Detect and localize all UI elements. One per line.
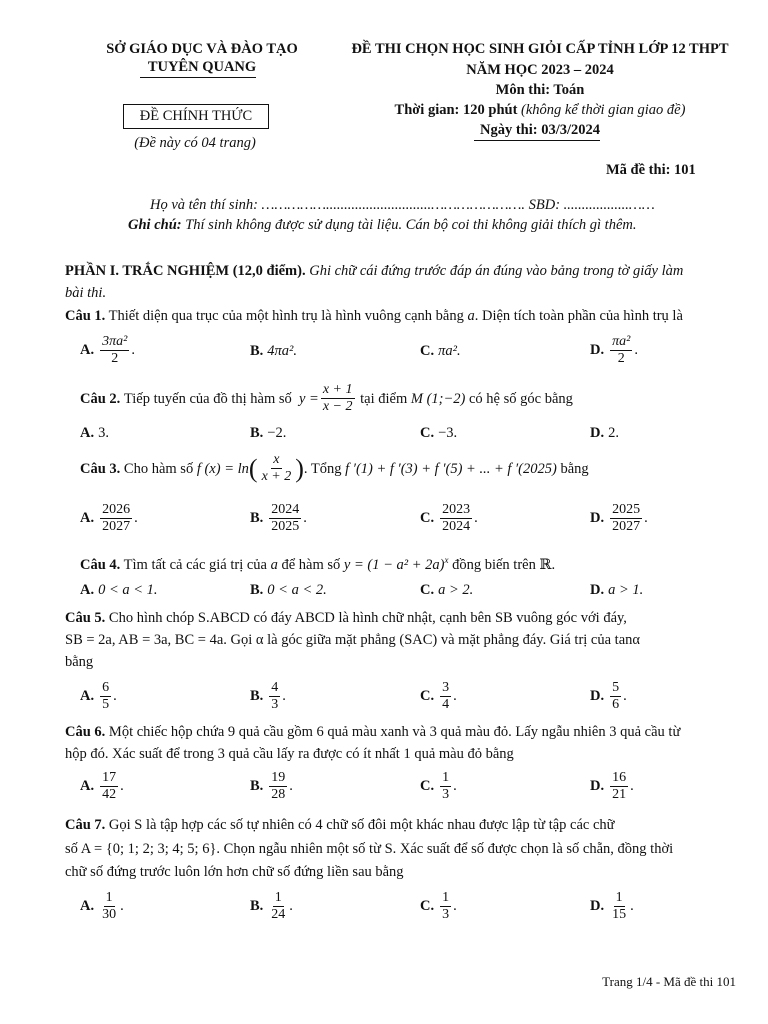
fraction (610, 502, 642, 535)
q4-label: Câu 4. (80, 556, 121, 573)
option-label: C. (420, 582, 435, 598)
fraction (100, 502, 132, 535)
q2-text-mid: tại điểm (360, 390, 408, 407)
q4-fn: y = (1 − a² + 2a) (343, 556, 445, 573)
q6-option-a: A. $\frac{17}{42}$ . (80, 770, 124, 802)
subject: Môn thi: Toán (495, 82, 585, 98)
fraction (100, 770, 118, 803)
q5-option-c: C. $\frac{3}{4}$ . (420, 680, 457, 712)
option-label: C. (420, 343, 435, 359)
q6-option-c: C. $\frac{1}{3}$ . (420, 770, 457, 802)
q5-line2: SB = 2a, AB = 3a, BC = 4a. Gọi α là góc giữa mặt phẳng (SAC) và mặt phẳng đáy. Giá trị của tanα (65, 632, 640, 648)
q1-text-end: . Diện tích toàn phần của hình trụ là (474, 308, 683, 324)
question-3 (80, 452, 736, 485)
option-label: C. (420, 510, 435, 526)
q2-option-a (80, 425, 109, 442)
q3-text-end: bằng (560, 460, 589, 477)
option-label: A. (80, 425, 95, 441)
exam-date: Ngày thi: 03/3/2024 (479, 122, 601, 138)
fraction (440, 770, 451, 803)
option-label: A. (80, 778, 95, 794)
q1-option-d: D. $\frac{\text{πa²}}{2}$ . (590, 334, 638, 366)
question-6 (65, 721, 736, 743)
paren-right: ) (295, 453, 304, 483)
q5-c-den: 4 (442, 697, 450, 712)
q3-fn-num: x (273, 452, 280, 467)
q1-text: Thiết diện qua trục của một hình trụ là hình vuông cạnh bằng (108, 308, 464, 324)
q3-option-a: A. $\frac{2026}{2027}$ . (80, 502, 138, 534)
q6-c-den: 3 (442, 787, 450, 802)
q7-b-num: 1 (274, 890, 282, 905)
option-label: A. (80, 688, 95, 704)
dept-underline (140, 77, 256, 78)
q3-d-num: 2025 (612, 502, 641, 517)
candidate-name-line: Họ và tên thí sinh: …………….............................…………………. SBD: ..................…… (150, 197, 655, 213)
q6-a-num: 17 (102, 770, 117, 785)
part1-heading (65, 260, 736, 282)
fraction (269, 502, 301, 535)
q5-label: Câu 5. (65, 610, 106, 626)
q1-option-b (250, 343, 297, 360)
option-label: A. (80, 510, 95, 526)
q3-a-num: 2026 (102, 502, 131, 517)
q7-option-d: D. $\frac{1}{15}$ . (590, 890, 634, 922)
q2-text-end: có hệ số góc bằng (469, 390, 573, 407)
option-label: A. (80, 898, 95, 914)
q1-a-num: 3πa² (102, 334, 128, 349)
q7-line1: Gọi S là tập hợp các số tự nhiên có 4 chữ số đôi một khác nhau được lập từ tập các chữ (108, 817, 615, 833)
option-label: B. (250, 898, 264, 914)
q4-var: a (270, 556, 278, 573)
q3-fn-lhs: f (x) = ln (196, 460, 249, 477)
option-label: A. (80, 342, 95, 358)
option-label: B. (250, 778, 264, 794)
q4-d: a > 1. (608, 582, 644, 598)
q6-d-den: 21 (612, 787, 627, 802)
q5-b-den: 3 (271, 697, 279, 712)
q6-b-den: 28 (271, 787, 286, 802)
option-label: D. (590, 582, 605, 598)
q7-d-num: 1 (615, 890, 623, 905)
option-label: C. (420, 898, 435, 914)
option-label: B. (250, 688, 264, 704)
option-label: D. (590, 688, 605, 704)
q3-fn-den: x + 2 (261, 469, 292, 484)
q4-text-mid: để hàm số (281, 556, 341, 573)
q7-c-num: 1 (442, 890, 450, 905)
q2-d: 2. (608, 425, 619, 441)
q3-d-den: 2027 (612, 519, 641, 534)
option-label: C. (420, 688, 435, 704)
q4-exp: x (444, 555, 449, 565)
q2-fn-lhs: y = (298, 390, 319, 407)
q1-a-den: 2 (111, 351, 119, 366)
q3-b-den: 2025 (271, 519, 300, 534)
q3-option-b: B. $\frac{2024}{2025}$ . (250, 502, 307, 534)
time-note: (không kể thời gian giao đề) (521, 102, 686, 118)
candidate-note (128, 214, 748, 236)
option-label: B. (250, 343, 264, 359)
q4-c: a > 2. (438, 582, 474, 598)
q7-d-den: 15 (612, 907, 627, 922)
fraction (269, 770, 287, 803)
q5-d-num: 5 (612, 680, 620, 695)
time-line (330, 101, 750, 119)
q4-option-c (420, 582, 473, 599)
q5-option-d: D. $\frac{5}{6}$ . (590, 680, 627, 712)
fraction (269, 680, 280, 713)
q1-b: 4πa². (267, 343, 298, 359)
q2-b: −2. (267, 425, 287, 441)
q1-option-c (420, 343, 461, 360)
q4-option-a (80, 582, 158, 599)
q7-b-den: 24 (271, 907, 286, 922)
option-label: D. (590, 342, 605, 358)
fraction (610, 890, 628, 923)
fraction (100, 334, 129, 367)
q3-option-d: D. $\frac{2025}{2027}$ . (590, 502, 648, 534)
q2-option-b (250, 425, 286, 442)
fraction (440, 890, 451, 923)
q5-a-num: 6 (102, 680, 110, 695)
note-text: Thí sinh không được sử dụng tài liệu. Cán bộ coi thi không giải thích gì thêm. (185, 217, 637, 233)
q7-label: Câu 7. (65, 817, 106, 833)
q7-line3: chữ số đứng trước luôn lớn hơn chữ số đứng liền sau bằng (65, 864, 404, 880)
q2-fn-den: x − 2 (322, 399, 353, 414)
q7-option-b: B. $\frac{1}{24}$ . (250, 890, 293, 922)
q5-c-num: 3 (442, 680, 450, 695)
q7-option-c: C. $\frac{1}{3}$ . (420, 890, 457, 922)
fraction (610, 334, 632, 367)
q5-b-num: 4 (271, 680, 279, 695)
q4-b: 0 < a < 2. (267, 582, 327, 598)
q2-point: M (1;−2) (410, 390, 466, 407)
q3-b-num: 2024 (271, 502, 300, 517)
official-box: ĐỀ CHÍNH THỨC (123, 104, 269, 129)
fraction (260, 452, 294, 485)
q7-option-a: A. $\frac{1}{30}$ . (80, 890, 124, 922)
option-label: D. (590, 898, 605, 914)
fraction (321, 382, 355, 415)
dept-line2: TUYÊN QUANG (147, 59, 257, 75)
time-label: Thời gian: 120 phút (394, 102, 518, 118)
part1-instruction: Ghi chữ cái đứng trước đáp án đúng vào bảng trong tờ giấy làm (309, 263, 684, 279)
part1-instruction-2: bài thi. (65, 285, 107, 301)
q3-text-mid: . Tổng (303, 460, 342, 477)
q7-a-num: 1 (105, 890, 113, 905)
fraction (440, 680, 451, 713)
q5-option-b: B. $\frac{4}{3}$ . (250, 680, 286, 712)
q5-line1: Cho hình chóp S.ABCD có đáy ABCD là hình chữ nhật, cạnh bên SB vuông góc với đáy, (108, 610, 627, 626)
q4-text-end: đồng biến trên ℝ. (452, 556, 556, 573)
q4-option-d (590, 582, 643, 599)
fraction (269, 890, 287, 923)
option-label: D. (590, 778, 605, 794)
q3-c-den: 2024 (442, 519, 471, 534)
option-label: A. (80, 582, 95, 598)
page-footer: Trang 1/4 - Mã đề thi 101 (602, 974, 736, 989)
fraction (610, 770, 628, 803)
q6-b-num: 19 (271, 770, 286, 785)
dept-line1: SỞ GIÁO DỤC VÀ ĐÀO TẠO (106, 41, 298, 57)
q4-a: 0 < a < 1. (98, 582, 158, 598)
note-label: Ghi chú: (128, 217, 182, 233)
exam-code: Mã đề thi: 101 (606, 162, 696, 178)
q3-option-c: C. $\frac{2023}{2024}$ . (420, 502, 478, 534)
q1-d-num: πa² (612, 334, 631, 349)
q6-c-num: 1 (442, 770, 450, 785)
q3-a-den: 2027 (102, 519, 131, 534)
q6-d-num: 16 (612, 770, 627, 785)
q6-option-b: B. $\frac{19}{28}$ . (250, 770, 293, 802)
school-year: NĂM HỌC 2023 – 2024 (466, 62, 614, 78)
q6-line1: Một chiếc hộp chứa 9 quả cầu gồm 6 quả màu xanh và 3 quả màu đỏ. Lấy ngẫu nhiên 3 quả cầu từ (108, 724, 681, 740)
q1-label: Câu 1. (65, 308, 106, 324)
question-2 (80, 382, 736, 415)
q3-c-num: 2023 (442, 502, 471, 517)
fraction (440, 502, 472, 535)
option-label: B. (250, 510, 264, 526)
option-label: B. (250, 425, 264, 441)
q6-line2: hộp đó. Xác suất để trong 3 quả cầu lấy ra được có ít nhất 1 quả màu đỏ bằng (65, 746, 514, 762)
option-label: C. (420, 425, 435, 441)
option-label: C. (420, 778, 435, 794)
exam-title: ĐỀ THI CHỌN HỌC SINH GIỎI CẤP TỈNH LỚP 12 THPT (351, 41, 729, 57)
paren-left: ( (248, 453, 258, 483)
q2-fn-num: x + 1 (322, 382, 353, 397)
question-4 (80, 549, 736, 576)
option-label: D. (590, 510, 605, 526)
q2-c: −3. (438, 425, 458, 441)
q6-a-den: 42 (102, 787, 117, 802)
q2-option-c (420, 425, 457, 442)
question-7 (65, 814, 736, 836)
q3-label: Câu 3. (80, 460, 121, 477)
fraction (610, 680, 621, 713)
q5-option-a: A. $\frac{6}{5}$ . (80, 680, 117, 712)
fraction (100, 890, 118, 923)
q2-text: Tiếp tuyến của đồ thị hàm số (123, 390, 292, 407)
pages-note: (Đề này có 04 trang) (134, 135, 256, 151)
q3-text: Cho hàm số (123, 460, 194, 477)
q4-text: Tìm tất cả các giá trị của (123, 556, 267, 573)
q6-option-d: D. $\frac{16}{21}$ . (590, 770, 634, 802)
q7-line2: số A = {0; 1; 2; 3; 4; 5; 6}. Chọn ngẫu nhiên một số từ S. Xác suất để số được chọn là số chẵn, đồng thời (65, 841, 674, 857)
q2-option-d (590, 425, 619, 442)
question-5 (65, 607, 736, 629)
question-1 (65, 305, 736, 327)
fraction (100, 680, 111, 713)
q1-c: πa². (438, 343, 461, 359)
q1-var: a (467, 308, 475, 324)
q6-label: Câu 6. (65, 724, 106, 740)
q7-c-den: 3 (442, 907, 450, 922)
q2-label: Câu 2. (80, 390, 121, 407)
part1-title: PHẦN I. TRẮC NGHIỆM (12,0 điểm). (65, 263, 306, 279)
q5-d-den: 6 (612, 697, 620, 712)
option-label: B. (250, 582, 264, 598)
q1-option-a: A. $\frac{\text{3πa²}}{2}$ . (80, 334, 135, 366)
q5-a-den: 5 (102, 697, 110, 712)
q5-line3: bằng (65, 654, 94, 670)
q1-d-den: 2 (617, 351, 625, 366)
q7-a-den: 30 (102, 907, 117, 922)
q2-a: 3. (98, 425, 109, 441)
date-underline (474, 140, 600, 141)
q3-sum: f ′(1) + f ′(3) + f ′(5) + ... + f ′(2025) (345, 460, 557, 477)
option-label: D. (590, 425, 605, 441)
q4-option-b (250, 582, 327, 599)
